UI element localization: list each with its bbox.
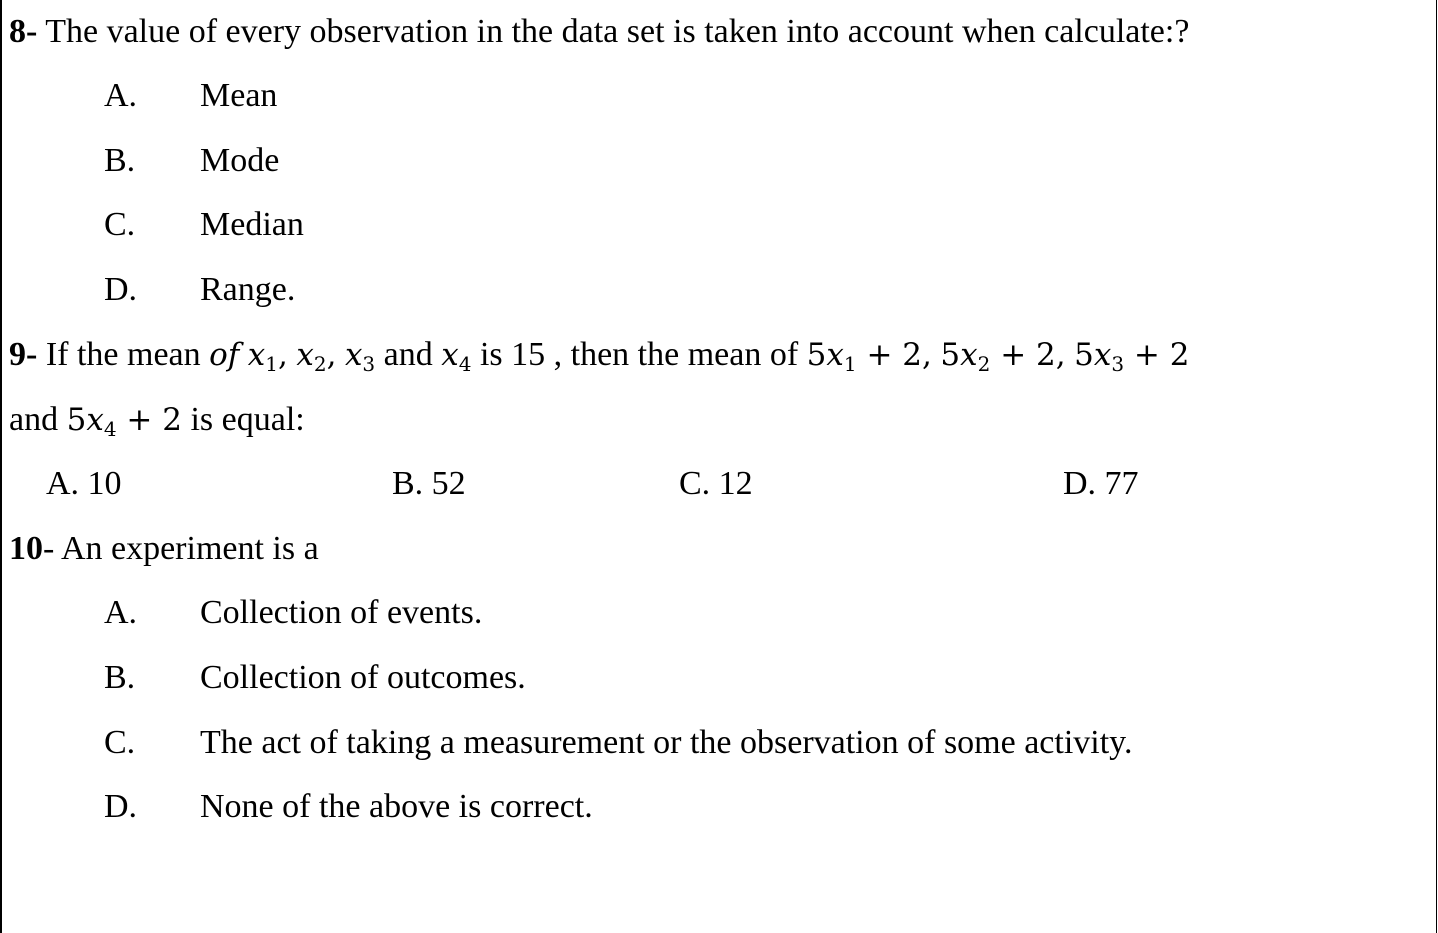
question-9-option-c: C. 12 — [679, 465, 753, 502]
math-of: of — [209, 337, 240, 373]
question-8-option-c-letter: C. — [104, 206, 136, 243]
question-9-text-mid: is 15 , then the mean of — [471, 336, 807, 373]
question-10-option-b-text: Collection of outcomes. — [200, 659, 526, 696]
math-var-x4: x — [86, 402, 104, 438]
math-sub-3: 3 — [362, 352, 376, 376]
question-10-option-b-letter: B. — [104, 659, 136, 696]
math-coef: 5 — [806, 337, 827, 373]
question-9-number: 9- — [9, 336, 38, 373]
math-var-x1: x — [826, 337, 844, 373]
math-coef: 5 — [1074, 337, 1094, 373]
math-var-x1: x — [247, 337, 266, 373]
question-8 — [9, 12, 1189, 52]
math-sub-2: 2 — [977, 352, 991, 376]
question-8-text: The value of every observation in the data set is taken into account when calculate:? — [37, 13, 1190, 50]
math-var-x4: x — [441, 337, 459, 373]
math-plus-two: + 2 — [1124, 337, 1190, 373]
question-9-line-2-start: and — [9, 401, 67, 438]
question-9-line-1 — [9, 335, 1189, 384]
question-8-option-d-text: Range. — [200, 271, 296, 308]
question-9-text-start: If the mean — [37, 336, 210, 373]
math-sub-1: 1 — [843, 352, 857, 376]
question-10-text: - An experiment is a — [43, 530, 319, 567]
question-10-option-c-text: The act of taking a measurement or the observation of some activity. — [200, 724, 1133, 761]
question-10-option-d-text: None of the above is correct. — [200, 788, 593, 825]
question-10-option-d-letter: D. — [104, 788, 138, 825]
question-9-option-d: D. 77 — [1063, 465, 1139, 502]
question-8-option-d-letter: D. — [104, 271, 138, 308]
question-10-number: 10 — [9, 530, 43, 567]
question-10 — [9, 529, 319, 569]
question-9-text-and: and — [375, 336, 442, 373]
math-var-x2: x — [296, 337, 314, 373]
math-comma: , — [326, 337, 337, 373]
math-sub-1: 1 — [265, 352, 278, 376]
math-plus-two: + 2 — [116, 402, 182, 438]
math-var-x2: x — [960, 337, 978, 373]
question-8-option-c-text: Median — [200, 206, 304, 243]
question-10-option-a-text: Collection of events. — [200, 594, 483, 631]
question-8-option-b-text: Mode — [200, 142, 280, 179]
math-sub-4: 4 — [103, 417, 117, 441]
math-comma: , — [1055, 337, 1066, 373]
question-10-option-c-letter: C. — [104, 724, 136, 761]
question-10-option-a-letter: A. — [104, 594, 138, 631]
question-9-option-b: B. 52 — [392, 465, 466, 502]
math-comma: , — [278, 337, 288, 373]
question-9-line-2 — [9, 400, 305, 449]
math-coef: 5 — [66, 402, 87, 438]
question-8-option-a-letter: A. — [104, 77, 138, 114]
question-8-option-a-text: Mean — [200, 77, 278, 114]
question-8-option-b-letter: B. — [104, 142, 136, 179]
math-sub-2: 2 — [313, 352, 327, 376]
math-sub-4: 4 — [458, 352, 472, 376]
math-var-x3: x — [344, 337, 363, 373]
math-sub-3: 3 — [1111, 352, 1125, 376]
question-9-line-2-end: is equal: — [181, 401, 305, 438]
question-9-option-a: A. 10 — [46, 465, 122, 502]
math-comma: , — [922, 337, 932, 373]
question-8-number: 8- — [9, 13, 38, 50]
math-coef: 5 — [940, 337, 961, 373]
math-plus-two: + 2 — [990, 337, 1056, 373]
math-var-x3: x — [1093, 337, 1112, 373]
math-plus-two: + 2 — [856, 337, 923, 373]
